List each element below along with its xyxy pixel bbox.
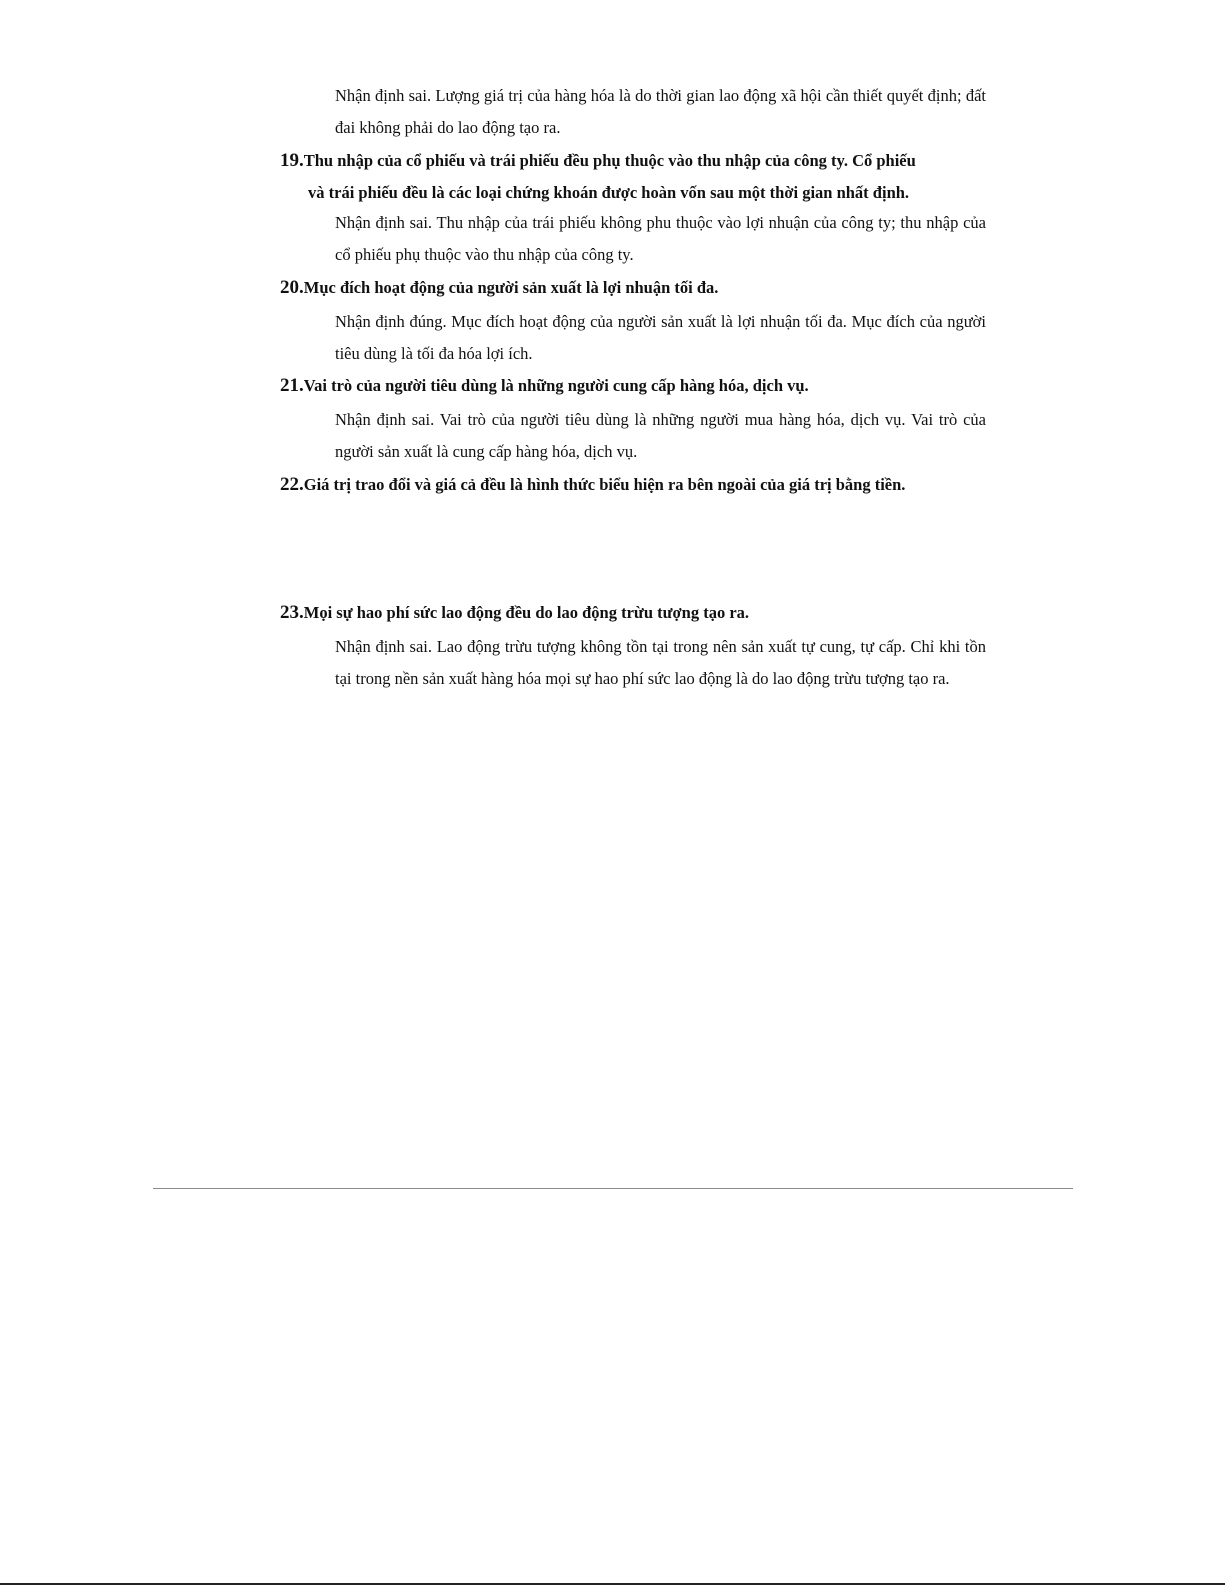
question-19 [280,145,990,208]
question-number: 22. [280,474,304,495]
question-number: 21. [280,375,304,396]
answer-18: Nhận định sai. Lượng giá trị của hàng hóa là do thời gian lao động xã hội cần thiết quyết định; đất đai không phải do lao động tạo ra. [335,86,986,137]
question-statement: Mọi sự hao phí sức lao động đều do lao động trừu tượng tạo ra. [303,603,750,622]
answer-20: Nhận định đúng. Mục đích hoạt động của người sản xuất là lợi nhuận tối đa. Mục đích của người tiêu dùng là tối đa hóa lợi ích. [335,312,986,363]
question-20 [280,272,990,304]
question-number: 20. [280,277,304,298]
page-divider [153,1188,1073,1189]
question-number: 19. [280,150,304,171]
answer-19: Nhận định sai. Thu nhập của trái phiếu không phu thuộc vào lợi nhuận của công ty; thu nhập của cổ phiếu phụ thuộc vào thu nhập của công ty. [335,213,986,264]
answer-23: Nhận định sai. Lao động trừu tượng không tồn tại trong nên sản xuất tự cung, tự cấp. Chỉ khi tồn tại trong nền sản xuất hàng hóa mọi sự hao phí sức lao động là do lao động trừu tượng tạo ra. [335,637,986,688]
question-19-line2: và trái phiếu đều là các loại chứng khoán được hoàn vốn sau một thời gian nhất định. [308,182,910,202]
question-number: 23. [280,602,304,623]
question-22 [280,469,990,501]
question-statement: Mục đích hoạt động của người sản xuất là lợi nhuận tối đa. [303,278,719,297]
question-19-line1 [280,145,990,177]
question-statement: Giá trị trao đổi và giá cả đều là hình thức biểu hiện ra bên ngoài của giá trị bằng tiền. [303,475,906,494]
question-statement: Thu nhập của cổ phiếu và trái phiếu đều phụ thuộc vào thu nhập của công ty. Cổ phiếu [303,151,916,170]
question-statement: Vai trò của người tiêu dùng là những người cung cấp hàng hóa, dịch vụ. [303,376,809,395]
question-23 [280,597,990,629]
answer-21: Nhận định sai. Vai trò của người tiêu dùng là những người mua hàng hóa, dịch vụ. Vai trò của người sản xuất là cung cấp hàng hóa, dịch vụ. [335,410,986,461]
question-21 [280,370,990,402]
